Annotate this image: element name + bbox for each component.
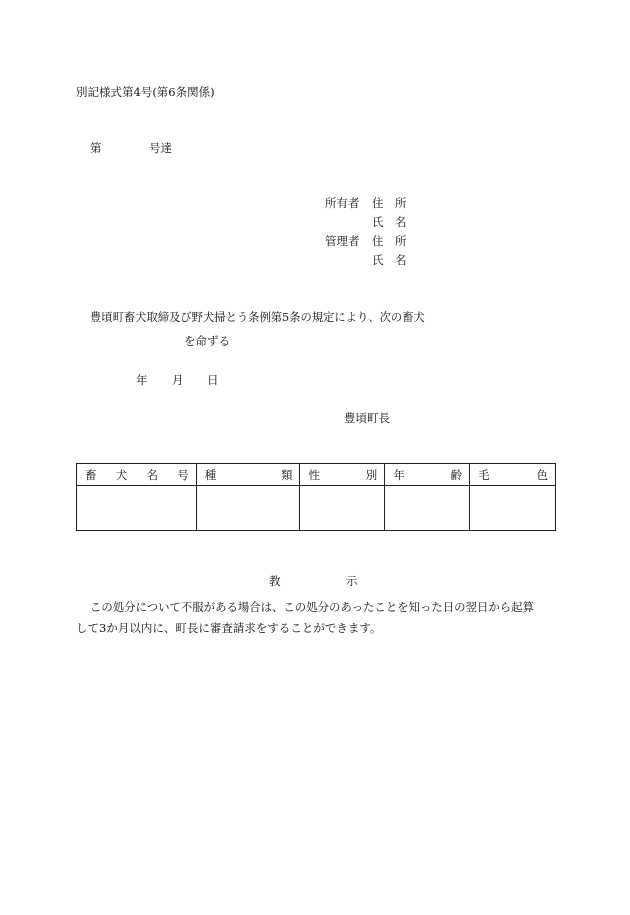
- cell-age: [385, 486, 470, 531]
- date-day: 日: [207, 373, 219, 387]
- owner-label: 所有者: [325, 196, 360, 210]
- cell-sex: [300, 486, 385, 531]
- header-coat-color: 毛色: [470, 464, 556, 486]
- header-breed: 種類: [196, 464, 300, 486]
- dog-info-table: [76, 463, 556, 531]
- cell-dog-name: [77, 486, 197, 531]
- body-text-line1: 豊頃町畜犬取締及び野犬掃とう条例第5条の規定により、次の畜犬: [90, 311, 425, 324]
- header-dog-name: 畜犬名号: [77, 464, 197, 486]
- date-year: 年: [136, 373, 148, 387]
- instruction-title-right: 示: [346, 574, 358, 588]
- cell-breed: [196, 486, 300, 531]
- cell-coat-color: [470, 486, 556, 531]
- notice-number-suffix: 号達: [149, 141, 172, 155]
- instruction-text-line1: この処分について不服がある場合は、この処分のあったことを知った日の翌日から起算: [90, 600, 534, 614]
- issuer-title: 豊頃町長: [344, 411, 390, 425]
- manager-address-label: 住 所: [372, 234, 407, 248]
- instruction-text-line2: して3か月以内に、町長に審査請求をすることができます。: [76, 621, 382, 635]
- table-header-row: [77, 464, 556, 486]
- table-row: [77, 486, 556, 531]
- owner-name-label: 氏 名: [372, 215, 407, 229]
- owner-address-label: 住 所: [372, 196, 407, 210]
- header-age: 年齢: [385, 464, 470, 486]
- form-label: 別記様式第4号(第6条関係): [76, 85, 215, 99]
- date-month: 月: [172, 373, 184, 387]
- body-text-line2: を命ずる: [184, 334, 230, 348]
- notice-number-prefix: 第: [90, 141, 102, 155]
- header-sex: 性別: [300, 464, 385, 486]
- manager-label: 管理者: [325, 234, 360, 248]
- instruction-title-left: 教: [269, 574, 281, 588]
- manager-name-label: 氏 名: [372, 253, 407, 267]
